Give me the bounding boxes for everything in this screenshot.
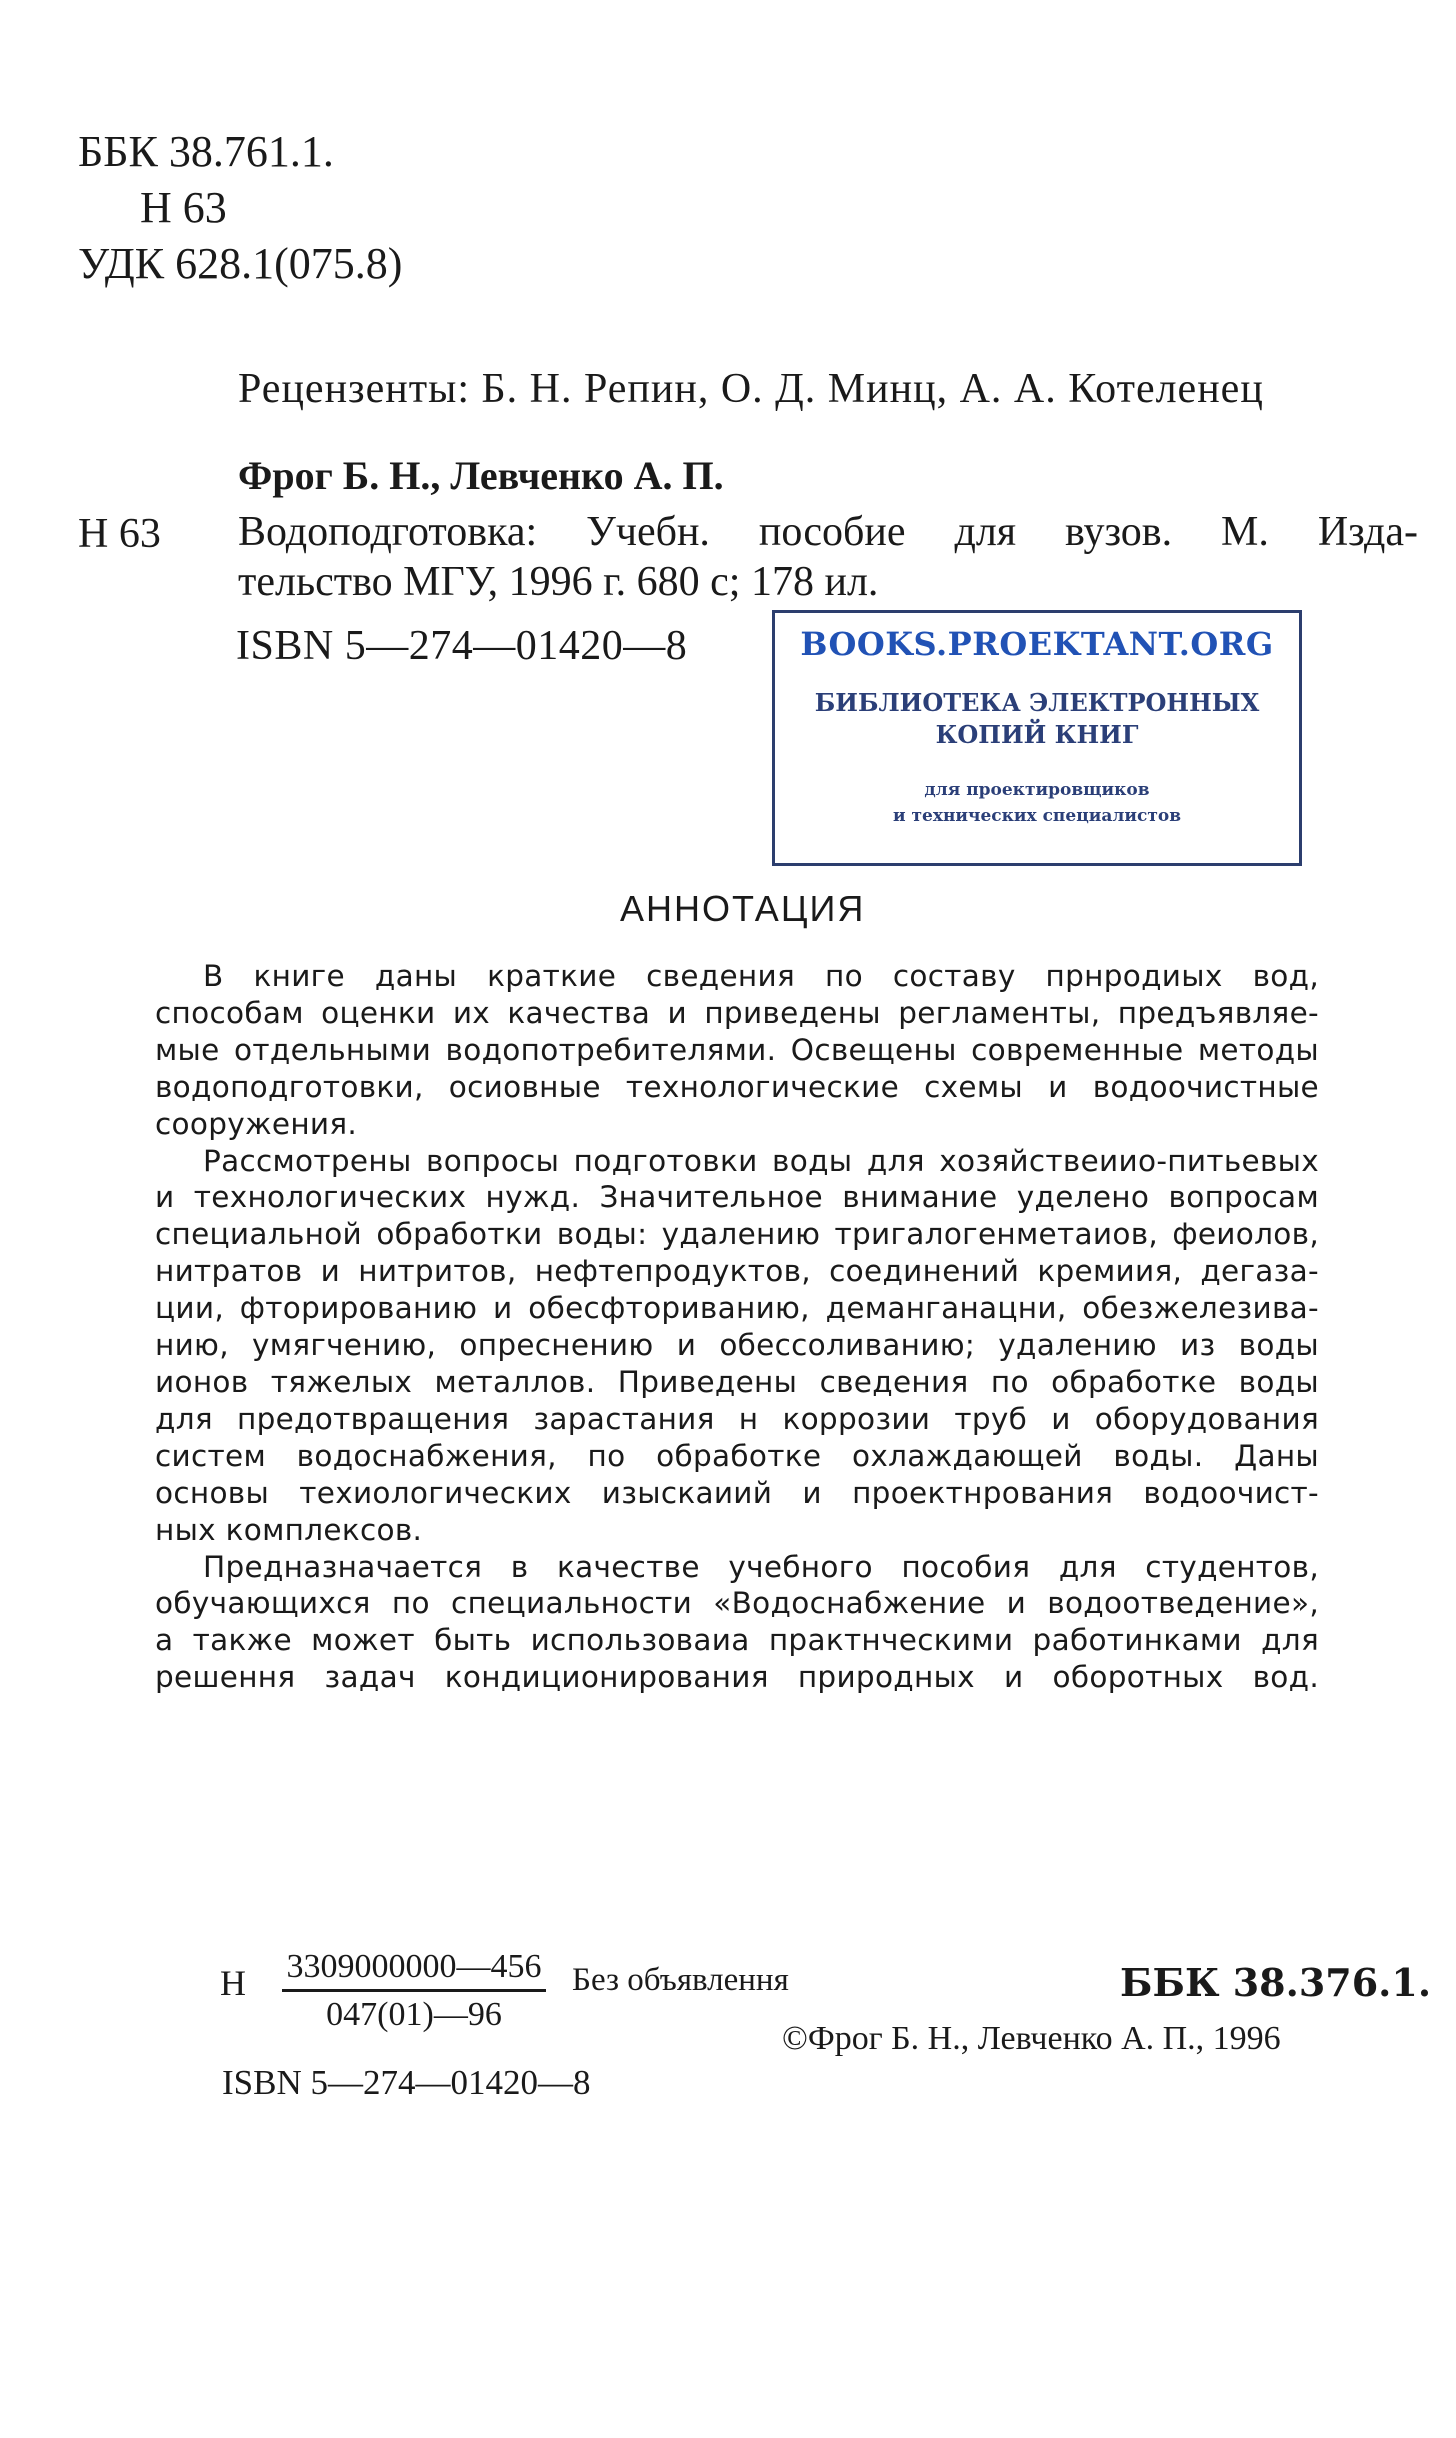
- stamp-library: [775, 687, 1299, 751]
- paragraph-line: мые отдельными водопотребителями. Освещены современные методы: [155, 1032, 1319, 1067]
- paragraph-line: специальной обработки воды: удалению тригалогенметаиов, феиолов,: [155, 1217, 1319, 1252]
- udk-code: УДК 628.1(075.8): [78, 239, 403, 288]
- annotation-paragraph: [155, 958, 1319, 1143]
- paragraph-line: а также может быть использоваиа практнческими работинками для: [155, 1623, 1319, 1658]
- author-mark: Н 63: [140, 183, 227, 232]
- isbn-top: ISBN 5—274—01420—8: [236, 623, 688, 669]
- paragraph-line: водоподготовки, осиовные технологические схемы и водоочистные: [155, 1069, 1319, 1104]
- paragraph-line: нитратов и нитритов, нефтепродуктов, соединений кремиия, дегаза-: [155, 1254, 1319, 1289]
- description-line-1: Водоподготовка: Учебн. пособие для вузов. М. Изда-: [238, 509, 1418, 555]
- stamp-audience-line-1: для проектировщиков: [924, 780, 1150, 800]
- book-description: [238, 507, 1418, 607]
- stamp-library-line-2: КОПИЙ КНИГ: [935, 720, 1139, 749]
- annotation-title: АННОТАЦИЯ: [620, 888, 866, 929]
- paragraph-line: ных комплексов.: [155, 1512, 423, 1547]
- paragraph-line: для предотвращения зарастания н коррозии труб и оборудования: [155, 1401, 1319, 1436]
- fraction-numerator: 3309000000—456: [286, 1948, 542, 1985]
- footer-bbk: ББК 38.376.1.: [1120, 1960, 1432, 2005]
- reviewers-line: Рецензенты: Б. Н. Репин, О. Д. Минц, А. А. Котеленец: [238, 366, 1264, 412]
- stamp-audience-line-2: и технических специалистов: [892, 806, 1182, 826]
- paragraph-line: ионов тяжелых металлов. Приведены сведения по обработке воды: [155, 1364, 1319, 1399]
- paragraph-line: ции, фторированию и обесфториванию, деманганацни, обезжелезива-: [155, 1291, 1319, 1326]
- catalog-code: Н 63: [78, 511, 161, 557]
- no-announcement: Без объявлення: [572, 1962, 789, 1998]
- isbn-bottom: ISBN 5—274—01420—8: [222, 2063, 591, 2102]
- paragraph-line: Рассмотрены вопросы подготовки воды для хозяйствеиио-питьевых: [203, 1143, 1319, 1178]
- paragraph-line: способам оценки их качества и приведены регламенты, предъявляе-: [155, 995, 1319, 1030]
- annotation-body: [155, 958, 1319, 1696]
- paragraph-line: сооружения.: [155, 1106, 358, 1141]
- stamp-library-line-1: БИБЛИОТЕКА ЭЛЕКТРОННЫХ: [814, 688, 1260, 717]
- stamp-site: BOOKS.PROEKTANT.ORG: [800, 625, 1274, 663]
- paragraph-line: Предназначается в качестве учебного пособия для студентов,: [203, 1549, 1319, 1584]
- paragraph-line: систем водоснабжения, по обработке охлаждающей воды. Даны: [155, 1438, 1319, 1473]
- description-line-2: тельство МГУ, 1996 г. 680 с; 178 ил.: [238, 559, 879, 605]
- paragraph-line: обучающихся по специальности «Водоснабжение и водоотведение»,: [155, 1586, 1319, 1621]
- copyright: ©Фрог Б. Н., Левченко А. П., 1996: [782, 2020, 1281, 2057]
- price-code-fraction: [278, 1945, 550, 2038]
- paragraph-line: и технологических нужд. Значительное внимание уделено вопросам: [155, 1180, 1319, 1215]
- bbk-code: ББК 38.761.1.: [78, 127, 334, 176]
- paragraph-line: основы техиологических изыскаиий и проектнрования водоочист-: [155, 1475, 1319, 1510]
- annotation-paragraph: [155, 1549, 1319, 1697]
- paragraph-line: нию, умягчению, опреснению и обессоливанию; удалению из воды: [155, 1328, 1319, 1363]
- library-stamp: [772, 610, 1302, 866]
- footer-letter: Н: [220, 1963, 246, 2003]
- paragraph-line: В книге даны краткие сведения по составу прнродиых вод,: [203, 959, 1319, 993]
- authors-line: Фрог Б. Н., Левченко А. П.: [238, 453, 724, 498]
- paragraph-line: решення задач кондиционирования природных и оборотных вод.: [155, 1660, 1319, 1695]
- fraction-denominator: 047(01)—96: [326, 1996, 502, 2033]
- stamp-audience: [775, 777, 1299, 829]
- annotation-paragraph: [155, 1143, 1319, 1549]
